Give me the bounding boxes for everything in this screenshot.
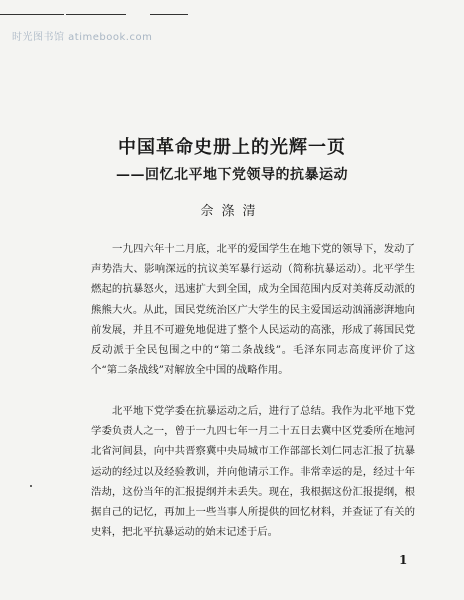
article-subtitle: ——回忆北平地下党领导的抗暴运动 [116,167,348,183]
paragraph-text: 一九四六年十二月底，北平的爱国学生在地下党的领导下，发动了声势浩大、影响深远的抗议美军暴行运动（简称抗暴运动）。北平学生燃起的抗暴怒火，迅速扩大到全国，成为全国范围内反对美蒋反动派的熊熊大火。从此，国民党统治区广大学生的民主爱国运动汹涌澎湃地向前发展，并且不可避免地促进了整个人民运动的高涨，形成了蒋国民党反动派于全民包围之中的“第二条战线”。毛泽东同志高度评价了这个“第二条战线”对解放全中国的战略作用。 [91,243,415,377]
margin-mark [30,485,32,487]
header-rule [150,14,188,15]
body-paragraph [91,401,415,542]
header-rule [66,14,126,15]
page-number: 1 [399,553,408,567]
paragraph-text: 北平地下党学委在抗暴运动之后，进行了总结。我作为北平地下党学委负责人之一，曾于一九四七年一月二十五日去冀中区党委所在地河北省河间县，向中共晋察冀中央局城市工作部部长刘仁同志汇报了抗暴运动的经过以及经验教训，并向他请示工作。非常幸运的是，经过十年浩劫，这份当年的汇报提纲并未丢失。现在，我根据这份汇报提纲，根据自己的记忆，再加上一些当事人所提供的回忆材料，并查证了有关的史料，把北平抗暴运动的始末记述于后。 [91,405,415,539]
header-rule [0,14,64,15]
author-name: 佘涤清 [200,204,264,219]
body-paragraph [91,239,415,380]
article-title: 中国革命史册上的光辉一页 [118,137,346,158]
watermark: 时光图书馆 atimebook.com [12,32,153,43]
